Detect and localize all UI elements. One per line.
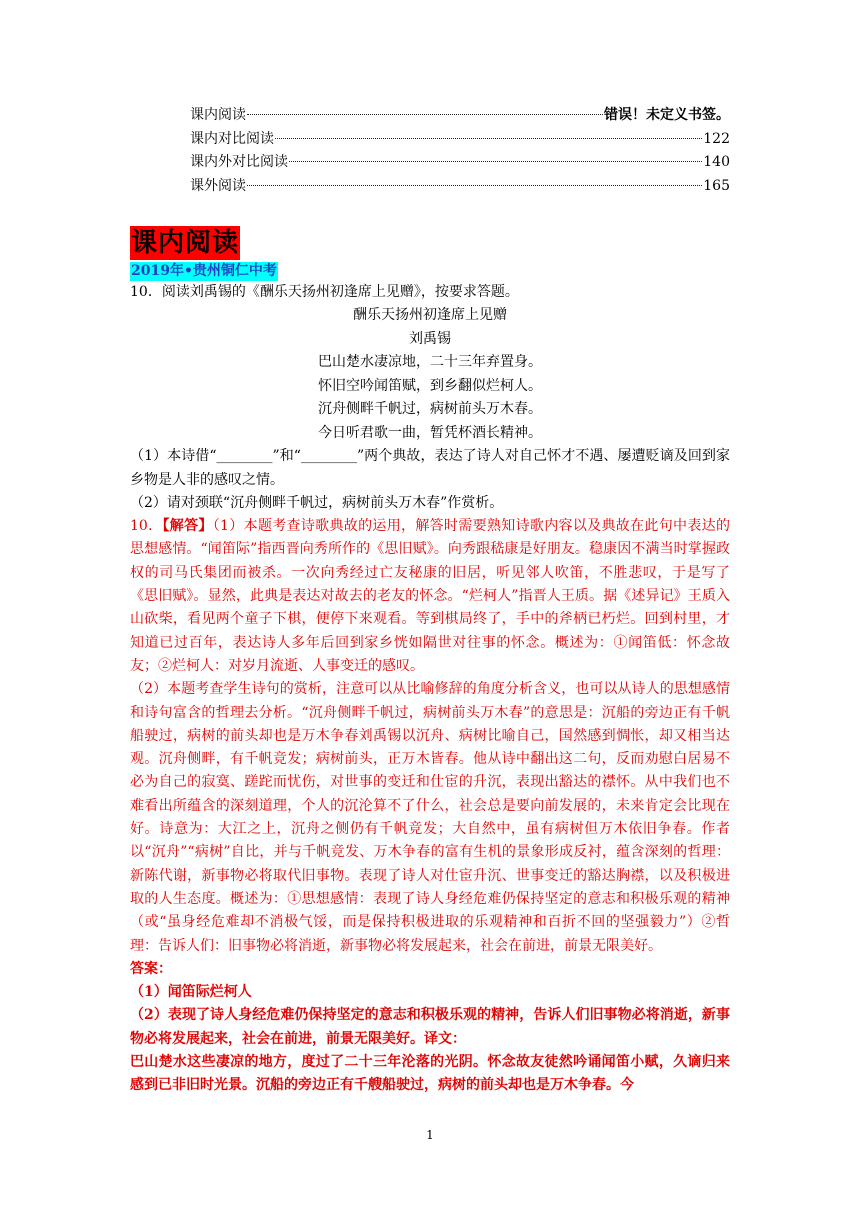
toc-entry-page: 错误！未定义书签。 bbox=[604, 107, 730, 123]
exam-tag: 2019年•贵州铜仁中考 bbox=[131, 263, 277, 279]
toc-leader-dots bbox=[275, 138, 702, 139]
answer-text-1: （1）本题考查诗歌典故的运用，解答时需要熟知诗歌内容以及典故在此句中表达的思想感情。“闻笛际”指西晋向秀所作的《思旧赋》。向秀跟嵇康是好朋友。稳康因不满当时掌握政权的司马氏集团而被杀。一次向秀经过亡友秘康的旧居，听见邻人吹笛，不胜悲叹，于是写了《思旧赋》。显然，此典是表达对故去的老友的怀念。“烂柯人”指晋人王质。据《述异记》王质入山砍柴，看见两个童子下棋，便停下来观看。等到棋局终了，手中的斧柄已朽烂。回到村里，才知道已过百年，表达诗人多年后回到家乡恍如隔世对往事的怀念。概述为：①闻笛低：怀念故友；②烂柯人：对岁月流逝、人事变迁的感叹。 bbox=[130, 518, 730, 674]
toc-entry-page: 165 bbox=[703, 177, 730, 194]
page-number: 1 bbox=[426, 1128, 434, 1142]
answer-1: （1）闻笛际烂柯人 bbox=[130, 984, 252, 1001]
translation: 巴山楚水这些凄凉的地方，度过了二十三年沦落的光阴。怀念故友徒然吟诵闻笛小赋，久谪归来感到已非旧时光景。沉船的旁边正有千艘船驶过，病树的前头却也是万木争春。今 bbox=[130, 1054, 730, 1094]
toc-entry[interactable] bbox=[190, 128, 730, 152]
answer-number: 10． bbox=[130, 518, 163, 535]
toc-entry[interactable] bbox=[190, 175, 730, 199]
toc-entry[interactable] bbox=[190, 104, 730, 128]
toc-entry-label: 课内外对比阅读 bbox=[190, 154, 288, 170]
answer-heading: 答案： bbox=[130, 960, 172, 977]
toc-entry[interactable] bbox=[190, 151, 730, 175]
main-content bbox=[130, 226, 730, 1098]
table-of-contents bbox=[190, 104, 730, 198]
section-title: 课内阅读 bbox=[131, 228, 240, 258]
poem-author: 刘禹锡 bbox=[409, 330, 451, 347]
toc-entry-label: 课外阅读 bbox=[190, 177, 246, 194]
poem-title: 酬乐天扬州初逢席上见赠 bbox=[353, 307, 507, 324]
poem-line: 怀旧空吟闻笛赋，到乡翻似烂柯人。 bbox=[318, 377, 542, 394]
toc-entry-page: 122 bbox=[703, 130, 730, 147]
toc-entry-page: 140 bbox=[703, 154, 730, 170]
sub-question-2: （2）请对颈联“沉舟侧畔千帆过，病树前头万木春”作赏析。 bbox=[130, 494, 504, 511]
sub-question-1: （1）本诗借“________”和“________”两个典故，表达了诗人对自己怀才不遇、屡遭贬谪及回到家乡物是人非的感叹之情。 bbox=[130, 448, 730, 488]
answer-label: 【解答】 bbox=[162, 518, 213, 535]
answer-2: （2）表现了诗人身经危难仍保持坚定的意志和积极乐观的精神，告诉人们旧事物必将消逝，新事物必将发展起来，社会在前进，前景无限美好。译文： bbox=[130, 1007, 730, 1047]
answer-paragraph-1 bbox=[130, 515, 730, 678]
poem-line: 巴山楚水凄凉地，二十三年弃置身。 bbox=[318, 354, 542, 371]
answer-paragraph-2: （2）本题考查学生诗句的赏析，注意可以从比喻修辞的角度分析含义，也可以从诗人的思想感情和诗句富含的哲理去分析。“沉舟侧畔千帆过，病树前头万木春”的意思是：沉船的旁边正有千帆船驶过，病树的前头却也是万木争春刘禹锡以沉舟、病树比喻自己，国然感到惆怅，却又相当达观。沉舟侧畔，有千帆竞发；病树前头，正万木皆春。他从诗中翻出这二句，反而劝慰白居易不必为自己的寂寞、蹉跎而忧伤，对世事的变迁和仕宦的升沉，表现出豁达的襟怀。从中我们也不难看出所蕴含的深刻道理，个人的沉沦算不了什么，社会总是要向前发展的，未来肯定会比现在好。诗意为：大江之上，沉舟之侧仍有千帆竞发；大自然中，虽有病树但万木依旧争春。作者以“沉舟”“病树”自比，并与千帆竞发、万木争春的富有生机的景象形成反衬，蕴含深刻的哲理：新陈代谢，新事物必将取代旧事物。表现了诗人对仕宦升沉、世事变迁的豁达胸襟，以及积极进取的人生态度。概述为：①思想感情：表现了诗人身经危难仍保持坚定的意志和积极乐观的精神（或“虽身经危难却不消极气馁，而是保持积极进取的乐观精神和百折不回的坚强毅力”）②哲理：告诉人们：旧事物必将消逝，新事物必将发展起来，社会在前进，前景无限美好。 bbox=[130, 681, 730, 954]
toc-entry-label: 课内阅读 bbox=[190, 107, 246, 123]
toc-entry-label: 课内对比阅读 bbox=[190, 130, 274, 147]
poem-line: 今日听君歌一曲，暂凭杯酒长精神。 bbox=[318, 424, 542, 441]
toc-leader-dots bbox=[247, 185, 702, 186]
question-text: 10．阅读刘禹锡的《酬乐天扬州初逢席上见赠》，按要求答题。 bbox=[130, 284, 519, 300]
toc-leader-dots bbox=[289, 161, 702, 162]
poem-line: 沉舟侧畔千帆过，病树前头万木春。 bbox=[318, 401, 542, 418]
toc-leader-dots bbox=[247, 114, 603, 115]
